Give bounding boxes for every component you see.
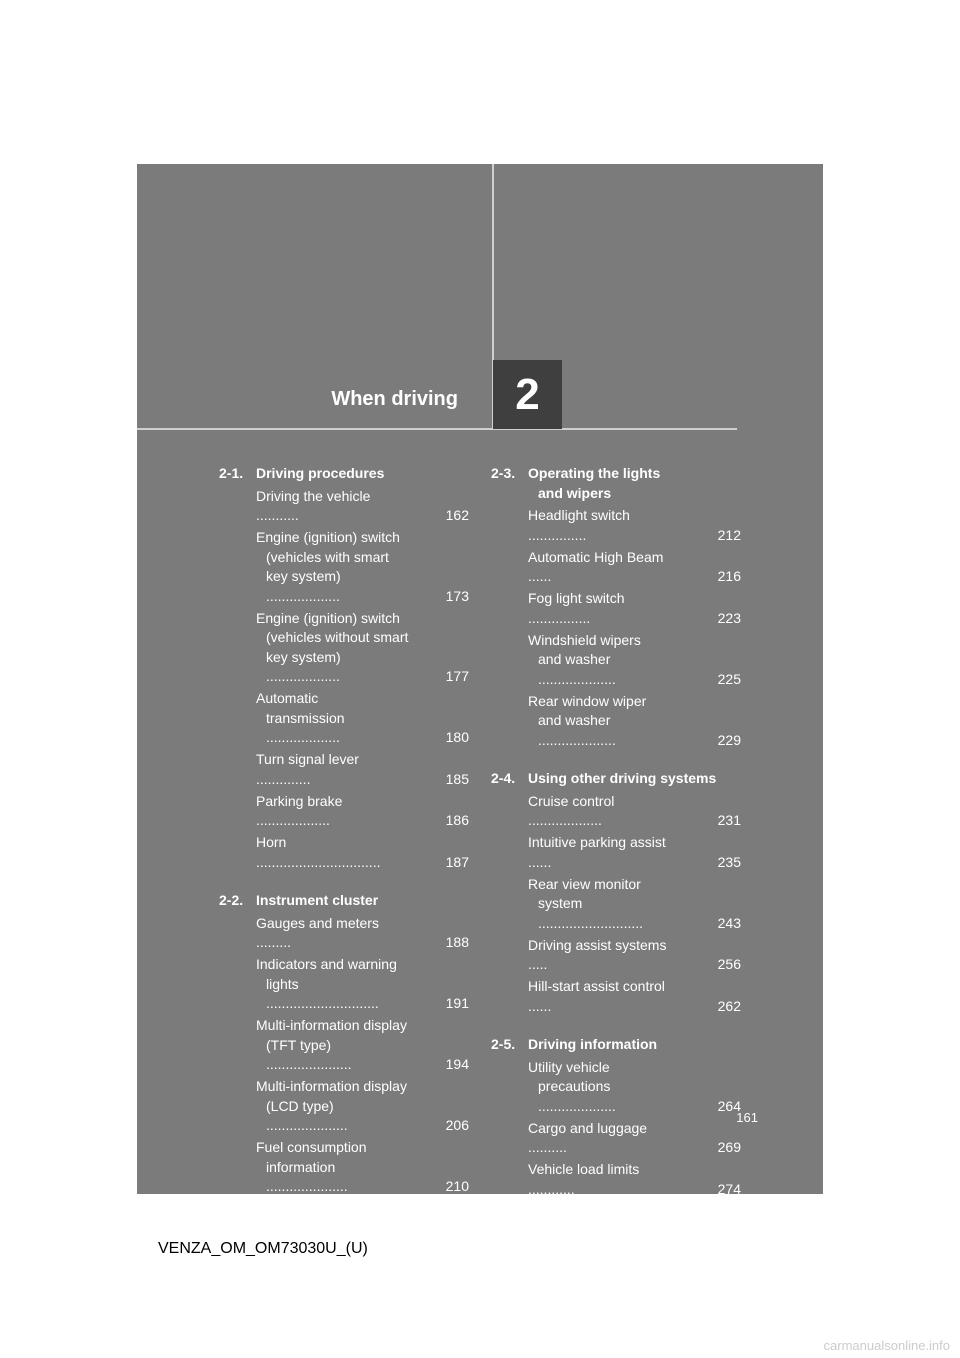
section-heading xyxy=(219,891,469,911)
section-heading xyxy=(219,464,469,484)
entry-page-number: 302 xyxy=(717,1305,741,1321)
entry-line xyxy=(528,936,707,975)
entry-line xyxy=(528,1119,707,1158)
leader-dots: ..................... xyxy=(266,1178,348,1194)
watermark: carmanualsonline.info xyxy=(823,1338,950,1353)
entry-line xyxy=(256,792,435,831)
entry-line xyxy=(256,750,435,789)
toc-section xyxy=(219,464,469,872)
entry-line xyxy=(256,709,435,748)
entry-text xyxy=(528,589,707,628)
toc-section xyxy=(491,769,741,1016)
entry-line xyxy=(256,914,435,953)
leader-dots: .................. xyxy=(528,1305,599,1321)
leader-dots: ............ xyxy=(528,1180,575,1197)
entry-page-number: 231 xyxy=(717,812,741,828)
entry-text xyxy=(256,833,435,872)
entry-page-number: 185 xyxy=(445,770,469,787)
toc-section xyxy=(491,464,741,750)
section-title xyxy=(528,464,741,503)
entry-line xyxy=(256,833,435,872)
leader-dots: ................... xyxy=(266,668,340,684)
toc-entry[interactable] xyxy=(256,487,469,526)
entry-page-number: 229 xyxy=(717,731,741,748)
toc-entry[interactable] xyxy=(256,528,469,606)
leader-dots: ......... xyxy=(256,934,292,950)
leader-dots: ............... xyxy=(528,526,587,543)
entry-page-number: 235 xyxy=(717,853,741,870)
entry-line-text: Gauges and meters xyxy=(256,914,379,931)
toc-entry[interactable] xyxy=(528,1058,741,1117)
entry-text xyxy=(528,1058,707,1117)
entry-text xyxy=(528,1243,707,1282)
entry-line-text: (TFT type) xyxy=(266,1036,332,1053)
entry-line-text: information xyxy=(266,1158,336,1175)
leader-dots: .............. xyxy=(256,770,311,787)
entry-page-number: 188 xyxy=(445,934,469,950)
toc-entry[interactable] xyxy=(528,833,741,872)
entry-line-text: system xyxy=(538,895,583,911)
entry-line xyxy=(256,567,435,606)
section-title xyxy=(528,769,741,789)
entry-line-text: Intuitive parking assist xyxy=(528,834,666,850)
entry-page-number: 210 xyxy=(445,1178,469,1194)
entry-text xyxy=(256,750,435,789)
entry-page-number: 256 xyxy=(717,956,741,972)
entry-page-number: 173 xyxy=(445,587,469,604)
entry-line-text: Hill-start assist control xyxy=(528,978,665,994)
leader-dots: ...................... xyxy=(266,1056,352,1072)
section-number: 2-3. xyxy=(491,465,516,481)
entry-line xyxy=(528,711,707,750)
chapter-header-rule xyxy=(137,428,737,430)
entry-line-text: key system) xyxy=(266,648,341,665)
entry-text xyxy=(528,833,707,872)
entry-text xyxy=(528,1119,707,1158)
entry-line xyxy=(256,1036,435,1075)
entry-page-number: 191 xyxy=(445,995,469,1011)
entry-text xyxy=(256,689,435,748)
entry-line-text: Winter driving tips xyxy=(528,1202,640,1219)
entry-line xyxy=(528,1243,707,1282)
leader-dots: ........... xyxy=(256,507,299,523)
entry-line xyxy=(528,1077,707,1116)
section-title-line: Driving procedures xyxy=(256,465,385,481)
toc-entry[interactable] xyxy=(528,875,741,934)
entry-page-number: 180 xyxy=(445,729,469,745)
page-number: 161 xyxy=(736,1110,758,1125)
section-number: 2-1. xyxy=(219,465,244,481)
entry-line xyxy=(256,955,435,975)
toc-section xyxy=(219,891,469,1197)
section-title-line: Operating the lights xyxy=(528,465,661,481)
entry-line-text: Engine (ignition) switch xyxy=(256,609,400,626)
leader-dots: ................... xyxy=(528,1263,602,1280)
entry-line-text: Fuel consumption xyxy=(256,1139,367,1155)
entry-line-text: Multi-information display xyxy=(256,1078,407,1094)
chapter-number-box xyxy=(493,360,562,429)
entry-line-text: Cruise control xyxy=(528,792,615,809)
entry-line xyxy=(528,548,707,587)
entry-line-text: precautions xyxy=(538,1078,611,1094)
leader-dots: ...... xyxy=(528,853,552,870)
entry-line xyxy=(528,792,707,831)
entry-text xyxy=(256,1138,435,1197)
toc-entry[interactable] xyxy=(528,548,741,587)
entry-line-text: Turn signal lever xyxy=(256,751,359,767)
section-title xyxy=(528,1035,741,1055)
entry-line-text: Parking brake xyxy=(256,792,343,809)
chapter-number: 2 xyxy=(515,369,540,419)
entry-page-number: 225 xyxy=(717,670,741,687)
leader-dots: ........................... xyxy=(538,914,644,931)
entry-line-text: and washer xyxy=(538,651,611,667)
toc-entry[interactable] xyxy=(256,750,469,789)
entry-line-text: Headlight switch xyxy=(528,507,630,523)
entry-text xyxy=(256,955,435,1014)
toc-entry[interactable] xyxy=(528,631,741,690)
leader-dots: ..... xyxy=(528,956,548,972)
entry-line-text: Automatic xyxy=(256,690,319,706)
toc-entry[interactable] xyxy=(528,589,741,628)
toc-entry[interactable] xyxy=(528,792,741,831)
section-title-line: Instrument cluster xyxy=(256,892,379,908)
entry-line xyxy=(528,875,707,895)
section-title-line: and wipers xyxy=(538,484,612,501)
entry-page-number: 269 xyxy=(717,1139,741,1155)
entry-text xyxy=(528,631,707,690)
entry-line-text: Driving the vehicle xyxy=(256,487,371,504)
entry-page-number: 223 xyxy=(717,609,741,626)
document-code: VENZA_OM_OM73030U_(U) xyxy=(158,1240,368,1257)
entry-line xyxy=(528,589,707,628)
entry-text xyxy=(256,914,435,953)
entry-line xyxy=(256,1077,435,1097)
entry-text xyxy=(528,548,707,587)
entry-line-text: (LCD type) xyxy=(266,1097,334,1114)
entry-page-number: 216 xyxy=(717,568,741,584)
entry-line xyxy=(256,1138,435,1158)
leader-dots: .................... xyxy=(538,1097,616,1114)
entry-line-text: Rear window wiper xyxy=(528,692,647,709)
entry-line xyxy=(256,648,435,687)
entry-text xyxy=(256,792,435,831)
entry-page-number: 264 xyxy=(717,1097,741,1114)
entry-line-text: Fog light switch xyxy=(528,590,625,606)
entry-page-number: 274 xyxy=(717,1180,741,1197)
section-heading xyxy=(491,769,741,789)
section-title xyxy=(256,891,469,911)
entry-line xyxy=(528,631,707,651)
entry-line xyxy=(256,975,435,1014)
entry-line-text: transmission xyxy=(266,709,345,726)
entry-line-text: Vehicle load limits xyxy=(528,1161,640,1177)
entry-line-text: Utility vehicle xyxy=(528,1058,610,1075)
leader-dots: .................... xyxy=(538,731,616,748)
leader-dots: ................ xyxy=(528,609,591,626)
entry-line xyxy=(528,833,707,872)
entry-text xyxy=(528,977,707,1016)
entry-text xyxy=(528,1160,707,1199)
toc-entry[interactable] xyxy=(256,609,469,687)
toc-entry[interactable] xyxy=(528,977,741,1016)
leader-dots: .................... xyxy=(538,670,616,687)
entry-line xyxy=(256,689,435,709)
entry-page-number: 162 xyxy=(445,507,469,523)
toc-section xyxy=(491,1035,741,1324)
leader-dots: ................................ xyxy=(256,853,381,870)
entry-line-text: lights xyxy=(266,975,299,992)
entry-line xyxy=(528,692,707,712)
leader-dots: ............................. xyxy=(266,995,379,1011)
entry-text xyxy=(528,792,707,831)
toc-entry[interactable] xyxy=(528,506,741,545)
entry-line-text: Engine (ignition) switch xyxy=(256,529,400,545)
entry-line xyxy=(528,977,707,1016)
entry-page-number: 212 xyxy=(717,526,741,543)
section-title-line: Using other driving systems xyxy=(528,770,717,786)
leader-dots: .......... xyxy=(528,1139,567,1155)
toc-entry[interactable] xyxy=(528,1202,741,1241)
entry-line xyxy=(256,1097,435,1136)
toc-entry[interactable] xyxy=(256,689,469,748)
entry-line xyxy=(528,506,707,545)
section-number: 2-4. xyxy=(491,770,516,786)
section-title-line: Driving information xyxy=(528,1036,658,1052)
entry-line-text: Multi-information display xyxy=(256,1017,407,1033)
toc-entry[interactable] xyxy=(256,833,469,872)
entry-text xyxy=(528,692,707,751)
toc-entry[interactable] xyxy=(256,1077,469,1136)
entry-page-number: 276 xyxy=(717,1222,741,1238)
entry-page-number: 187 xyxy=(445,853,469,870)
entry-text xyxy=(256,609,435,687)
entry-line xyxy=(256,528,435,548)
entry-text xyxy=(528,1202,707,1241)
section-number: 2-5. xyxy=(491,1036,516,1052)
entry-text xyxy=(256,1077,435,1136)
entry-line-text: Rear view monitor xyxy=(528,875,641,892)
toc-entry[interactable] xyxy=(256,1016,469,1075)
entry-line xyxy=(528,1058,707,1078)
toc-column-right xyxy=(491,464,741,1343)
entry-line-text: key system) xyxy=(266,568,341,584)
leader-dots: ...... xyxy=(528,568,552,584)
entry-text xyxy=(256,1016,435,1075)
toc-entry[interactable] xyxy=(528,1285,741,1324)
entry-line-text: Horn xyxy=(256,834,287,850)
section-heading xyxy=(491,1035,741,1055)
leader-dots: ..................... xyxy=(266,1117,348,1133)
toc-entry[interactable] xyxy=(256,914,469,953)
entry-line-text: Driving assist systems xyxy=(528,936,667,953)
toc-entry[interactable] xyxy=(256,1138,469,1197)
leader-dots: ................... xyxy=(266,587,340,604)
leader-dots: ............ xyxy=(528,1222,575,1238)
section-number: 2-2. xyxy=(219,892,244,908)
section-heading xyxy=(491,464,741,503)
entry-page-number: 281 xyxy=(717,1263,741,1280)
entry-text xyxy=(528,1285,707,1324)
leader-dots: ................... xyxy=(256,812,330,828)
entry-text xyxy=(256,487,435,526)
entry-line xyxy=(256,487,435,526)
entry-line xyxy=(256,548,435,568)
toc-entry[interactable] xyxy=(528,692,741,751)
chapter-title: When driving xyxy=(331,388,458,410)
entry-line xyxy=(528,1202,707,1241)
leader-dots: ................... xyxy=(528,812,602,828)
entry-line-text: Cargo and luggage xyxy=(528,1119,648,1136)
entry-page-number: 262 xyxy=(717,997,741,1014)
entry-line-text: Indicators and warning xyxy=(256,956,397,972)
entry-line-text: Automatic High Beam xyxy=(528,548,664,565)
entry-page-number: 186 xyxy=(445,812,469,828)
toc-entry[interactable] xyxy=(528,936,741,975)
entry-line xyxy=(256,1016,435,1036)
entry-page-number: 194 xyxy=(445,1056,469,1072)
entry-line xyxy=(528,894,707,933)
entry-line xyxy=(256,628,435,648)
toc-column-left xyxy=(219,464,469,1216)
entry-line xyxy=(528,650,707,689)
entry-text xyxy=(528,506,707,545)
entry-line-text: and washer xyxy=(538,712,611,728)
toc-entry[interactable] xyxy=(256,955,469,1014)
entry-line xyxy=(528,1285,707,1324)
entry-line-text: Windshield wipers xyxy=(528,631,641,648)
entry-line-text: (vehicles without smart xyxy=(266,629,409,645)
entry-line xyxy=(528,1160,707,1199)
entry-text xyxy=(528,936,707,975)
leader-dots: ...... xyxy=(528,997,552,1014)
entry-line xyxy=(256,1158,435,1197)
entry-page-number: 177 xyxy=(445,668,469,684)
entry-page-number: 206 xyxy=(445,1117,469,1133)
entry-text xyxy=(528,875,707,934)
toc-entry[interactable] xyxy=(528,1160,741,1199)
toc-entry[interactable] xyxy=(528,1243,741,1282)
entry-line-text: Dinghy towing xyxy=(528,1285,616,1302)
entry-text xyxy=(256,528,435,606)
toc-entry[interactable] xyxy=(256,792,469,831)
leader-dots: ................... xyxy=(266,729,340,745)
entry-line-text: Trailer towing xyxy=(528,1244,612,1260)
entry-line-text: (vehicles with smart xyxy=(266,548,389,565)
entry-page-number: 243 xyxy=(717,914,741,931)
section-title xyxy=(256,464,469,484)
entry-line xyxy=(256,609,435,629)
